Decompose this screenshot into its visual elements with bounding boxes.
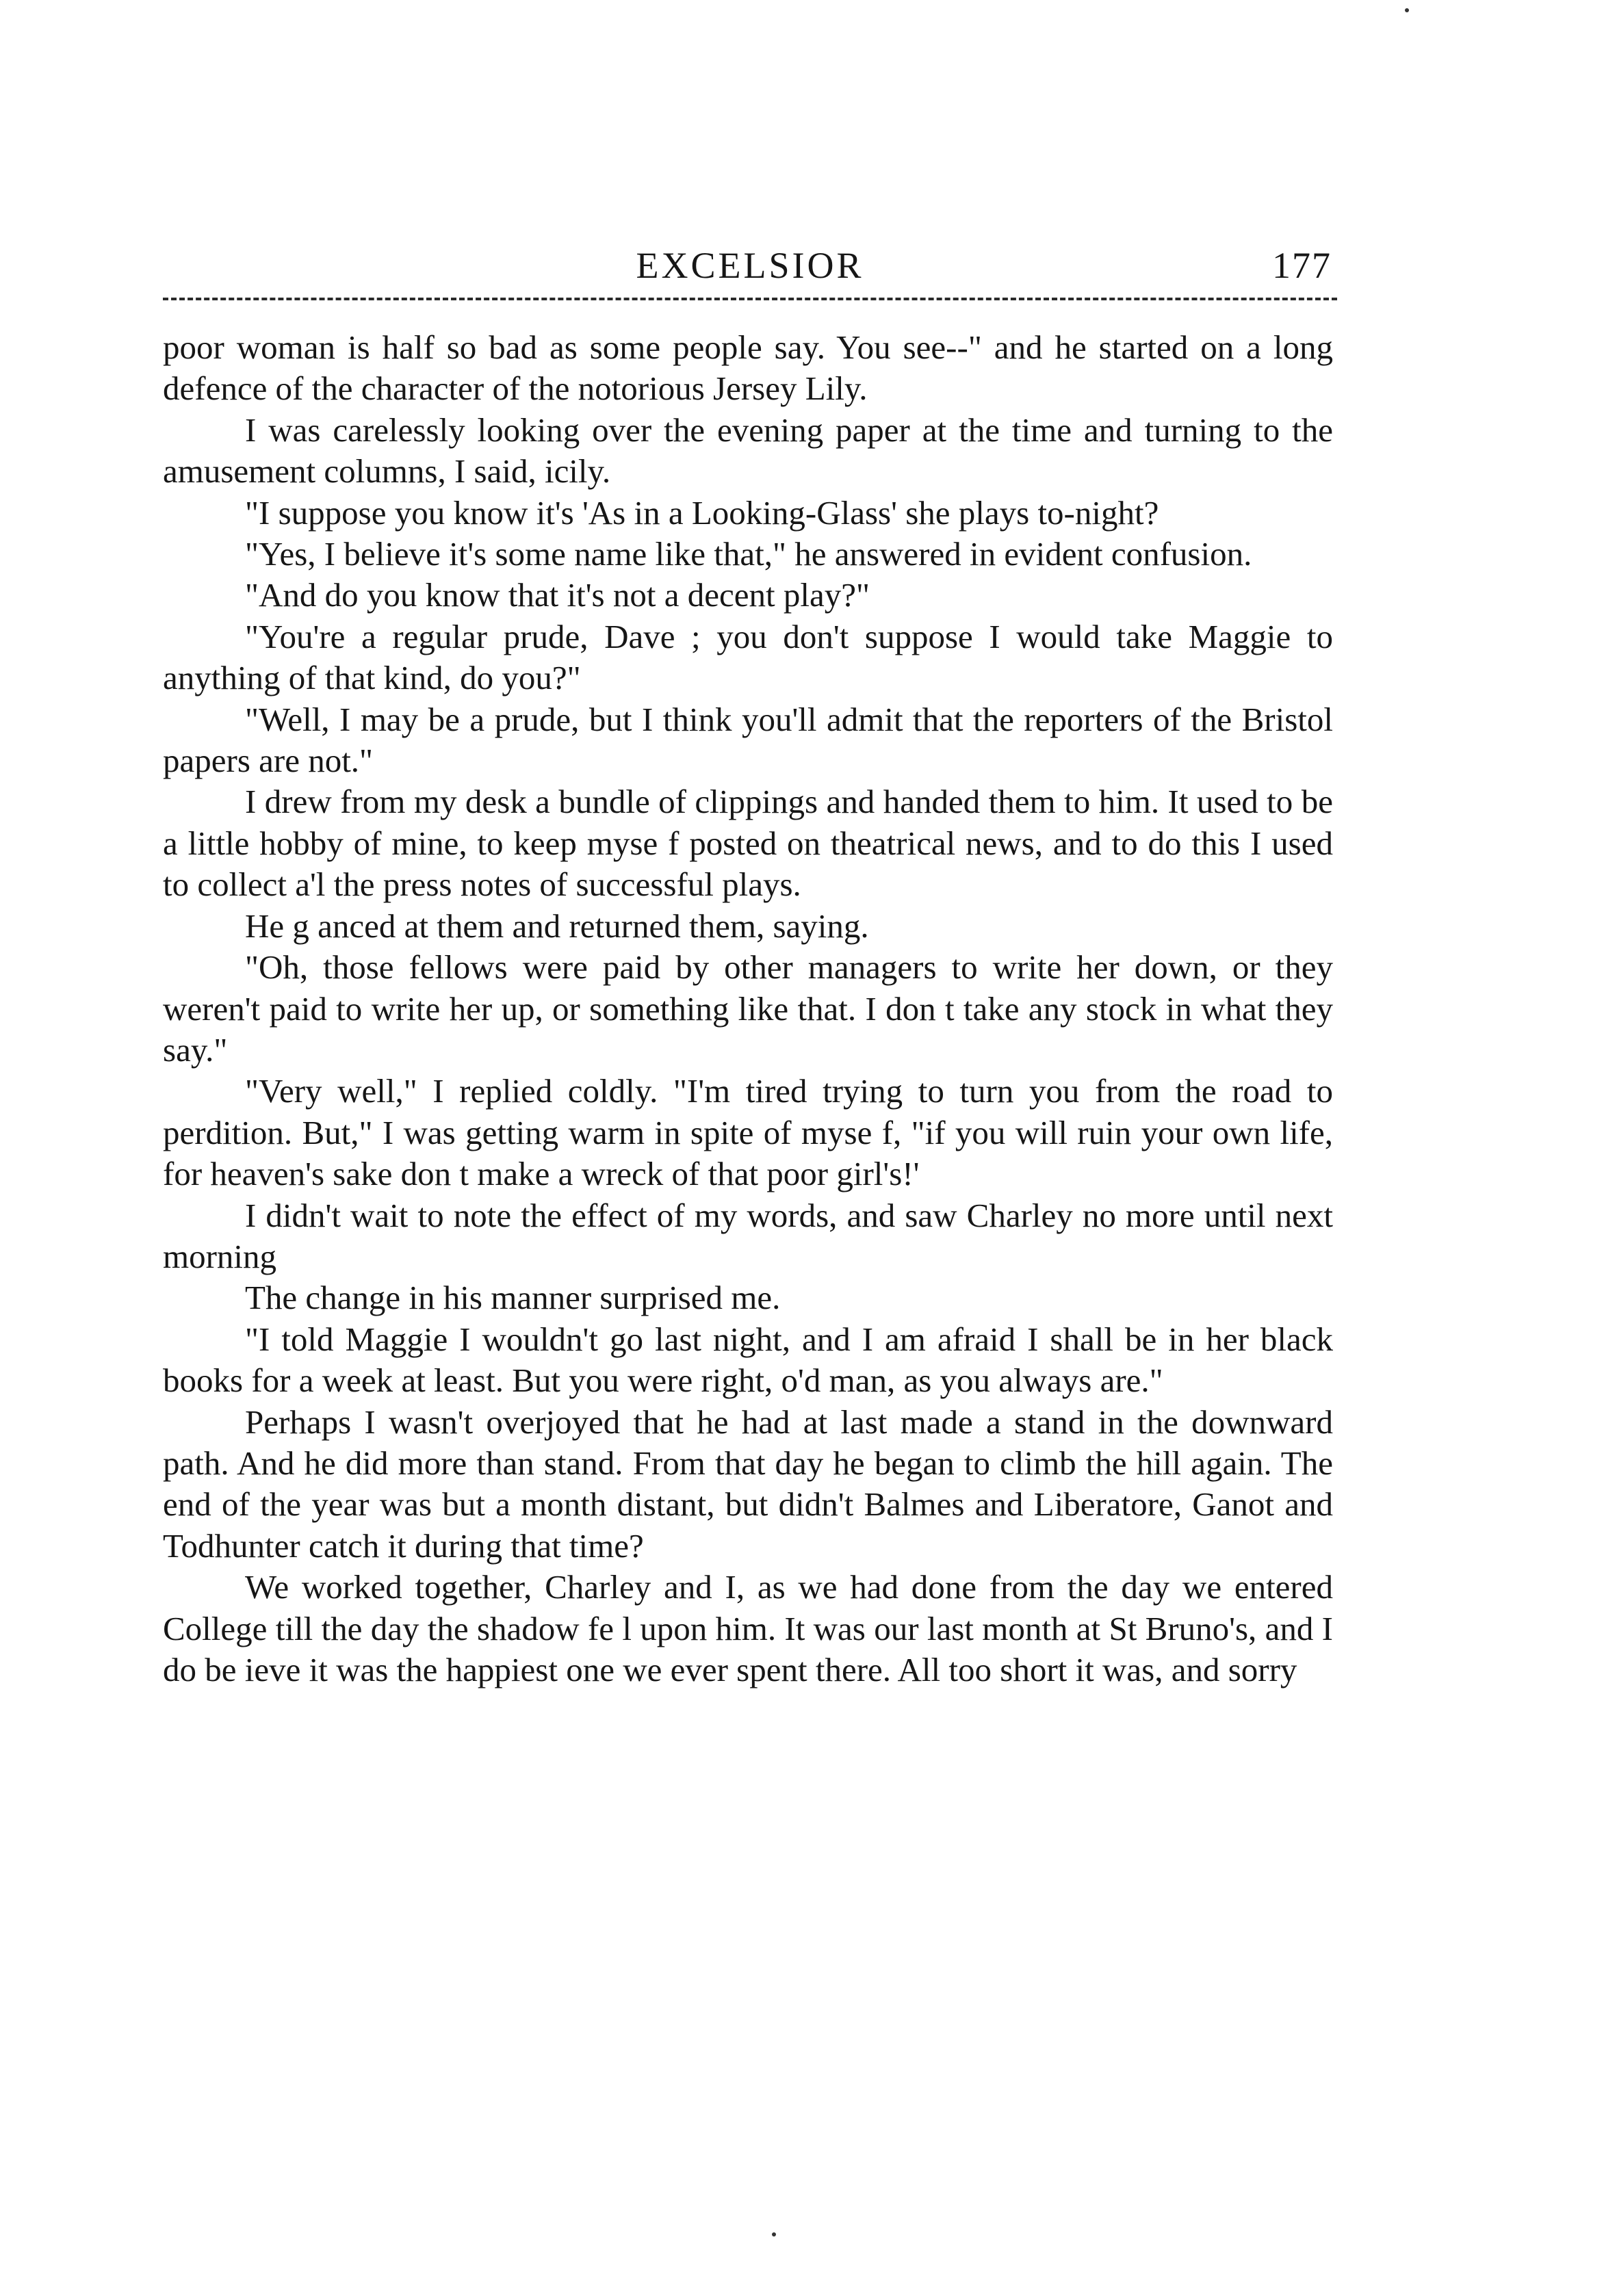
paragraph: "I told Maggie I wouldn't go last night, and I am afraid I shall be in her black books for a week at least. But you were right, o'd man, as you always are." [163, 1320, 1333, 1400]
paragraph: Perhaps I wasn't overjoyed that he had at last made a stand in the downward path. And he did more than stand. From that day he began to climb the hill again. The end of the year was but a month distant, but didn't Balmes and Liberatore, Ganot and Todhunter catch it during that time? [163, 1403, 1333, 1565]
paragraph: "And do you know that it's not a decent play?" [245, 576, 870, 614]
paragraph: "Very well," I replied coldly. "I'm tired trying to turn you from the road to perdition. But," I was getting warm in spite of myse f, "if you will ruin your own life, for heaven's sake don t make a wreck of that poor girl's!' [163, 1072, 1333, 1193]
ink-speck [772, 2232, 776, 2236]
paragraph: The change in his manner surprised me. [245, 1279, 781, 1317]
paragraph: I was carelessly looking over the evening paper at the time and turning to the amusement columns, I said, icily. [163, 410, 1333, 491]
paragraph: poor woman is half so bad as some people say. You see--" and he started on a long defence of the character of the notorious Jersey Lily. [163, 328, 1333, 408]
paragraph: "Oh, those fellows were paid by other managers to write her down, or they weren't paid to write her up, or something like that. I don t take any stock in what they say." [163, 948, 1333, 1069]
paragraph: "Well, I may be a prude, but I think you'll admit that the reporters of the Bristol papers are not." [163, 700, 1333, 780]
page-header [163, 238, 1337, 293]
body-text [163, 327, 1333, 1691]
paragraph: I didn't wait to note the effect of my words, and saw Charley no more until next morning [163, 1196, 1333, 1275]
ink-speck [1405, 8, 1409, 12]
header-rule [163, 298, 1337, 300]
paragraph: "Yes, I believe it's some name like that," he answered in evident confusion. [245, 535, 1252, 573]
paragraph: We worked together, Charley and I, as we had done from the day we entered College till the day the shadow fe l upon him. It was our last month at St Bruno's, and I do be ieve it was the happiest one we ever spent there. All too short it was, and sorry [163, 1568, 1333, 1688]
paragraph: He g anced at them and returned them, saying. [245, 906, 869, 945]
page-number: 177 [1272, 245, 1332, 286]
running-title: EXCELSIOR [636, 245, 864, 286]
paragraph: "You're a regular prude, Dave ; you don't suppose I would take Maggie to anything of that kind, do you?" [163, 617, 1333, 697]
paragraph: I drew from my desk a bundle of clippings and handed them to him. It used to be a little hobby of mine, to keep myse f posted on theatrical news, and to do this I used to collect a'l the press notes of successful plays. [163, 783, 1333, 904]
paragraph: "I suppose you know it's 'As in a Looking-Glass' she plays to-night? [245, 493, 1159, 532]
